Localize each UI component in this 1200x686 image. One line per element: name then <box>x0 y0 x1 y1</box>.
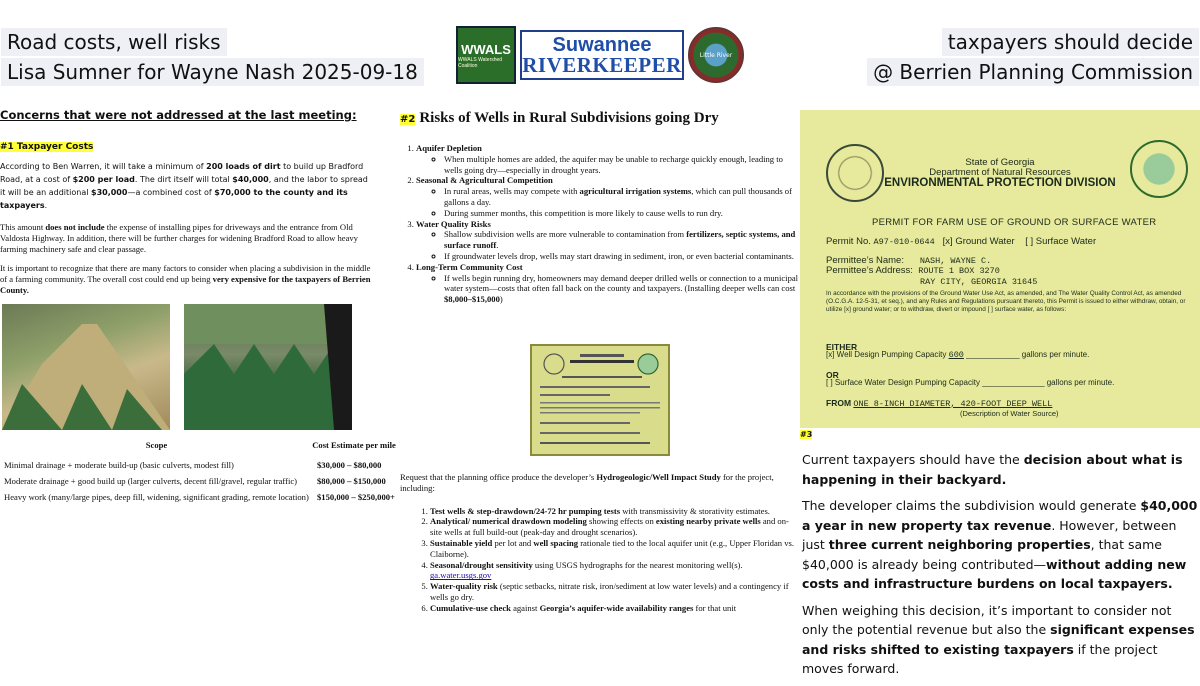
permit-or: OR <box>826 370 839 380</box>
table-row <box>2 473 397 489</box>
farming-community-paragraph: It is important to recognize that there are many factors to consider when placing a subdivision in the middle of a farming community. The overall cost could end up being very expensive for the taxpayers of Berrien County. <box>0 263 371 295</box>
table-header-cost: Cost Estimate per mile <box>312 440 396 450</box>
water-use-permit-image <box>800 110 1200 428</box>
permittee-name-row: Permittee’s Name: NASH, WAYNE C. <box>826 255 992 266</box>
harvester-photo-2 <box>184 304 352 430</box>
top-right-subtitle: @ Berrien Planning Commission <box>867 58 1199 86</box>
list-item: 4. Seasonal/drought sensitivity using USGS hydrographs for the nearest monitoring well(s). ga.water.usgs.gov <box>430 560 800 582</box>
list-item: 3. Sustainable yield per lot and well spacing rationale tied to the local aquifer unit (e.g., Upper Floridan vs. Claiborne). <box>430 538 800 560</box>
list-item: ◦ If groundwater levels drop, wells may start drawing in sediment, iron, or even bacterial contaminants. <box>444 251 800 262</box>
list-item: ◦ Shallow subdivision wells are more vulnerable to contamination from fertilizers, septic systems, and surface runoff. <box>444 229 800 251</box>
wwals-logo-text: WWALS <box>461 41 511 57</box>
extra-costs-paragraph: This amount does not include the expense of installing pipes for driveways and the entrance from Old Valdosta Highway. In addition, there will be further charges for widening Bradford Road to allow heavy farming machinery safe and clear passage. <box>0 222 358 254</box>
wwals-logo <box>456 26 516 84</box>
list-item: 5. Water-quality risk (septic setbacks, nitrate risk, iron/sediment at low water levels) and a contingency if wells go dry. <box>430 581 800 603</box>
permit-number-row: Permit No. A97-010-0644 [x] Ground Water [ ] Surface Water <box>826 236 1097 247</box>
top-left-subtitle: Lisa Sumner for Wayne Nash 2025-09-18 <box>1 58 424 86</box>
riverkeeper-logo-line1: Suwannee <box>552 33 652 56</box>
list-item: ◦ If wells begin running dry, homeowners may demand deeper drilled wells or connection to a municipal water system—costs that often fall back on the county and taxpayers. (Installing deeper wells can cost $8,000–$15,000) <box>444 273 800 305</box>
top-left-title: Road costs, well risks <box>1 28 227 56</box>
riverkeeper-logo-line2: RIVERKEEPER <box>522 52 682 77</box>
list-item: 6. Cumulative-use check against Georgia’s aquifer-wide availability ranges for that unit <box>430 603 800 614</box>
farm-equipment-photos <box>2 304 352 430</box>
list-item: ◦ In rural areas, wells may compete with agricultural irrigation systems, which can pull thousands of gallons a day. <box>444 186 800 208</box>
permit-state: State of Georgia <box>965 157 1035 168</box>
permit-surface-capacity-row: [ ] Surface Water Design Pumping Capacity ______________ gallons per minute. <box>826 378 1115 387</box>
permit-well-capacity-row: [x] Well Design Pumping Capacity 600 ____________ gallons per minute. <box>826 350 1090 360</box>
permit-either: EITHER <box>826 342 858 352</box>
logo-strip <box>456 26 744 84</box>
list-item: 1. Test wells & step-drawdown/24-72 hr pumping tests with transmissivity & storativity estimates. <box>430 506 800 517</box>
list-item: 4. Long-Term Community Cost ◦ If wells begin running dry, homeowners may demand deeper drilled wells or connection to a municipal water system—costs that often fall back on the county and taxpayers. (Installing deeper wells can cost $8,000–$15,000) <box>416 262 800 305</box>
top-right-title: taxpayers should decide <box>942 28 1199 56</box>
concerns-heading: Concerns that were not addressed at the last meeting: <box>0 108 357 122</box>
table-cell-scope: Heavy work (many/large pipes, deep fill, widening, significant grading, remote location) <box>4 492 309 502</box>
list-item: 1. Aquifer Depletion ◦ When multiple homes are added, the aquifer may be unable to recharge quickly enough, leading to wells going dry—especially in drought years. <box>416 143 800 175</box>
permit-division: ENVIRONMENTAL PROTECTION DIVISION <box>884 177 1116 189</box>
table-header-scope: Scope <box>145 440 168 450</box>
little-river-logo-text: Little River <box>699 51 733 59</box>
list-item: ◦ During summer months, this competition is more likely to cause wells to run dry. <box>444 208 800 219</box>
well-risks-heading: #2 Risks of Wells in Rural Subdivisions going Dry <box>400 110 719 126</box>
harvester-photo-1 <box>2 304 170 430</box>
wwals-logo-subtext: WWALS Watershed Coalition <box>458 56 503 69</box>
well-risks-section <box>400 110 800 613</box>
list-item: 3. Water Quality Risks ◦ Shallow subdivision wells are more vulnerable to contamination from fertilizers, septic systems, and surface runoff. ◦ If groundwater levels drop, wells may start drawing in sediment, iron, or even bacterial contaminants. <box>416 219 800 262</box>
permit-title: PERMIT FOR FARM USE OF GROUND OR SURFACE WATER <box>872 217 1157 228</box>
decision-paragraph: Current taxpayers should have the decision about what is happening in their backyard. <box>802 452 1183 487</box>
risk-list <box>400 143 800 305</box>
study-request-intro: Request that the planning office produce the developer’s Hydrogeologic/Well Impact Study for the project, including: <box>400 472 774 493</box>
permit-dept: Department of Natural Resources <box>929 167 1071 178</box>
permit-source-caption: (Description of Water Source) <box>960 409 1059 418</box>
list-item: 2. Analytical/ numerical drawdown modeling showing effects on existing nearby private wells and on-site wells at full build-out (peak-day and drought scenarios). <box>430 516 800 538</box>
taxpayer-decision-section <box>802 450 1200 686</box>
suwannee-riverkeeper-logo <box>520 30 684 80</box>
list-item: ◦ When multiple homes are added, the aquifer may be unable to recharge quickly enough, leading to wells going dry—especially in drought years. <box>444 154 800 176</box>
dirt-cost-paragraph: According to Ben Warren, it will take a minimum of 200 loads of dirt to build up Bradford Road, at a cost of $200 per load. The dirt itself will total $40,000, and the labor to spread it will be an additional $30,000—a combined cost of $70,000 to the county and its taxpayers. <box>0 162 368 210</box>
table-cell-cost: $80,000 – $150,000 <box>317 476 386 486</box>
little-river-logo <box>688 27 744 83</box>
weighing-paragraph: When weighing this decision, it’s important to consider not only the potential revenue but also the significant expenses and risks shifted to existing taxpayers if the project moves forward. <box>802 602 1195 676</box>
permit-accordance-text: In accordance with the provisions of the Ground Water Use Act, as amended, and The Water Quality Control Act, as amended (O.C.G.A. 12-5-31, et seq.), and any Rules and Regulations pursuant thereto, this Permit is issued to either withdraw, obtain, or utilize [x] ground water; or to withdraw, divert or impound [ ] surface water, as follows: <box>826 290 1186 313</box>
table-row <box>2 457 397 473</box>
section-label-taxpayers: #3 <box>800 430 813 439</box>
table-cell-cost: $30,000 – $80,000 <box>317 460 382 470</box>
road-cost-table <box>2 440 397 505</box>
table-cell-scope: Minimal drainage + moderate build-up (basic culverts, modest fill) <box>4 460 234 470</box>
table-cell-cost: $150,000 – $250,000+ <box>317 492 395 502</box>
permit-thumbnail <box>530 344 670 456</box>
permittee-address-row: Permittee’s Address: ROUTE 1 BOX 3270 <box>826 265 1000 276</box>
section-label-taxpayer-costs: #1 Taxpayer Costs <box>0 142 94 152</box>
usgs-link[interactable]: ga.water.usgs.gov <box>430 570 492 581</box>
permit-source-row: FROM ONE 8-INCH DIAMETER, 420-FOOT DEEP WELL <box>826 398 1053 409</box>
table-row <box>2 489 397 505</box>
study-request <box>400 472 800 614</box>
tax-revenue-paragraph: The developer claims the subdivision would generate $40,000 a year in new property tax revenue. However, between just three current neighboring properties, that same $40,000 is already being contributed—without adding new costs and infrastructure burdens on local taxpayers. <box>802 498 1198 591</box>
list-item: 2. Seasonal & Agricultural Competition ◦ In rural areas, wells may compete with agricultural irrigation systems, which can pull thousands of gallons a day. ◦ During summer months, this competition is more likely to cause wells to run dry. <box>416 175 800 218</box>
taxpayer-costs-section <box>0 108 372 304</box>
permittee-city-row: RAY CITY, GEORGIA 31645 <box>920 277 1038 287</box>
study-list <box>400 506 800 614</box>
table-cell-scope: Moderate drainage + good build up (larger culverts, decent fill/gravel, regular traffic) <box>4 476 298 486</box>
